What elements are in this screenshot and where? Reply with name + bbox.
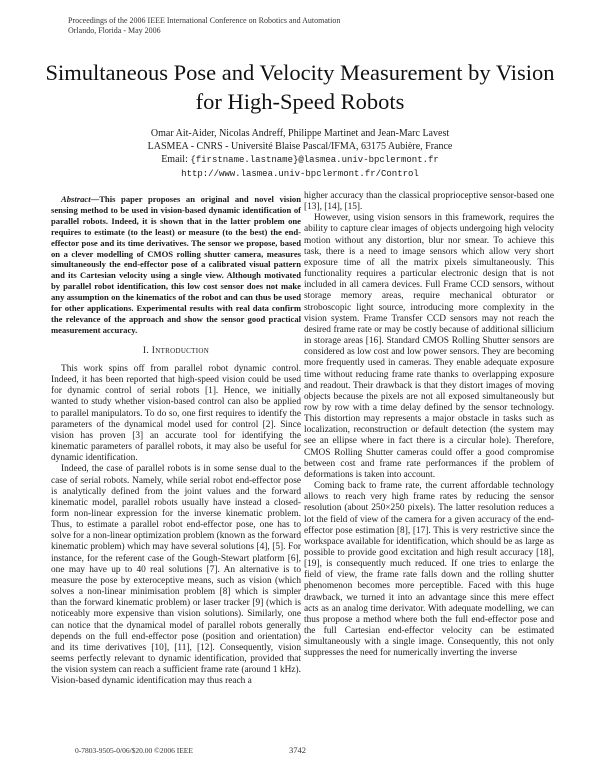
left-column	[51, 194, 301, 687]
right-column	[304, 191, 554, 660]
abstract	[51, 194, 301, 336]
author-names: Omar Ait-Aider, Nicolas Andreff, Philippe Martinet and Jean-Marc Lavest	[150, 128, 450, 139]
abstract-text: This paper proposes an original and novel vision sensing method to be used in vision-based dynamic identification of parallel robots. Indeed, it is shown that in the latter problem one requires to estimate (to the least) or measure (to the best) the end-effector pose and its time derivatives. The sensor we propose, based on a clever modelling of CMOS rolling shutter camera, measures simultaneously the end-effector pose of a calibrated visual pattern and its Cartesian velocity using a single view. Although motivated by parallel robot identification, this low cost sensor does not make any assumption on the kinematics of the robot and can thus be used for other applications. Experimental results with real data confirm the relevance of the approach and show the sensor good practical measurement accuracy.	[51, 194, 301, 335]
paragraph: Indeed, the case of parallel robots is in some sense dual to the case of serial robots. Namely, while serial robot end-effector pose is analytically defined from the joint values and the forward kinematic model, parallel robots usually have instead a closed-form non-linear expression for the inverse kinematic problem. Thus, to estimate a parallel robot end-effector pose, one has to solve for a non-linear optimization problem (known as the forward kinematic problem) which may have several solutions [4], [5]. For instance, for the referent case of the Gough-Stewart platform [6], one may have up to 40 real solutions [7]. An alternative is to measure the pose by exteroceptive means, such as vision (which solves a non-linear minimisation problem [8] which is simpler than the forward kinematic problem) or laser tracker [9] (which is noticeably more expensive than vision solutions). Similarly, one can notice that the dynamical model of parallel robots generally depends on the full end-effector pose (position and orientation) and its time derivatives [10], [11], [12]. Consequently, vision seems perfectly relevant to dynamic identification, provided that the vision system can reach a sufficient frame rate (around 1 kHz). Vision-based dynamic identification may thus reach a	[51, 464, 301, 687]
affiliation: LASMEA - CNRS - Université Blaise Pascal/IFMA, 63175 Aubière, France	[147, 141, 453, 153]
lab-url: http://www.lasmea.univ-bpclermont.fr/Control	[181, 168, 419, 179]
proceedings-line-1: Proceedings of the 2006 IEEE International Conference on Robotics and Automation	[68, 16, 341, 25]
paragraph: Coming back to frame rate, the current affordable technology allows to reach very high frame rates by reducing the sensor resolution (about 250×250 pixels). The latter resolution reduces a lot the field of view of the camera for a given accuracy of the end-effector pose estimation [8], [17]. This is very restrictive since the workspace available for identification, which should be as large as possible to provide good excitation and high result accuracy [18], [19], is consequently much reduced. If one tries to enlarge the field of view, the frame rate falls down and the rolling shutter phenomenon becomes more perceptible. Faced with this huge drawback, we turned it into an advantage since this mere effect acts as an analog time derivator. With adequate modelling, we can thus propose a method where both the full end-effector pose and the full Cartesian end-effector velocity can be estimated simultaneously with a single image. Consequently, this not only suppresses the need for numerically inverting the inverse	[304, 481, 554, 659]
email-line	[60, 153, 540, 167]
proceedings-line-2: Orlando, Florida - May 2006	[68, 26, 161, 35]
email-label: Email:	[161, 154, 188, 166]
section-number: I.	[142, 345, 150, 356]
section-heading-introduction	[51, 346, 301, 357]
paragraph: This work spins off from parallel robot dynamic control. Indeed, it has been reported that high-speed vision could be used for dynamic control of serial robots [1]. Hence, we initially wanted to study whether vision-based control can also be applied to parallel manipulators. To do so, one first requires to identify the parameters of the dynamical model used for control [2]. Since vision has proven [3] an accurate tool for identifying the kinematic parameters of parallel robots, it may also be useful for dynamic identification.	[51, 363, 301, 464]
section-title: Introduction	[151, 345, 210, 356]
email-address: {firstname.lastname}@lasmea.univ-bpclermont.fr	[190, 155, 439, 166]
paragraph: higher accuracy than the classical proprioceptive sensor-based one [13], [14], [15].	[304, 191, 554, 213]
copyright-notice: 0-7803-9505-0/06/$20.00 ©2006 IEEE	[75, 746, 193, 755]
paragraph: However, using vision sensors in this framework, requires the ability to capture clear images of objects undergoing high velocity motion without any distortion, blur nor smear. To achieve this task, there is a need to image sensors which allow very short exposure time of all the matrix pixels simultaneously. This functionality requires a particular electronic design that is not included in all camera devices. Full Frame CCD sensors, without storage memory areas, require mechanical obturator or stroboscopic light source, introducing more complexity in the vision system. Frame Transfer CCD sensors may not reach the desired frame rate or may be costly because of additional sillicium in storage areas [16]. Standard CMOS Rolling Shutter sensors are considered as low cost and low power sensors. They are becoming more frequently used in cameras. They enable adequate exposure time without reducing frame rate thanks to overlapping exposure and readout. Their drawback is that they distort images of moving objects because the pixels are not all exposed simultaneously but row by row with a time delay defined by the sensor technology. This distortion may represents a major obstacle in tasks such as localization, reconstruction or default detection (the system may see an ellipse where in fact there is a circular hole). Therefore, CMOS Rolling Shutter cameras could offer a good compromise between cost and frame rate performances if the problem of deformations is taken into account.	[304, 213, 554, 480]
abstract-label: Abstract	[61, 194, 91, 204]
page-number: 3742	[289, 745, 306, 755]
paper-title: Simultaneous Pose and Velocity Measurement by Vision for High-Speed Robots	[45, 60, 555, 114]
proceedings-header	[68, 16, 340, 36]
abstract-dash: —	[90, 194, 100, 204]
author-block	[60, 127, 540, 181]
